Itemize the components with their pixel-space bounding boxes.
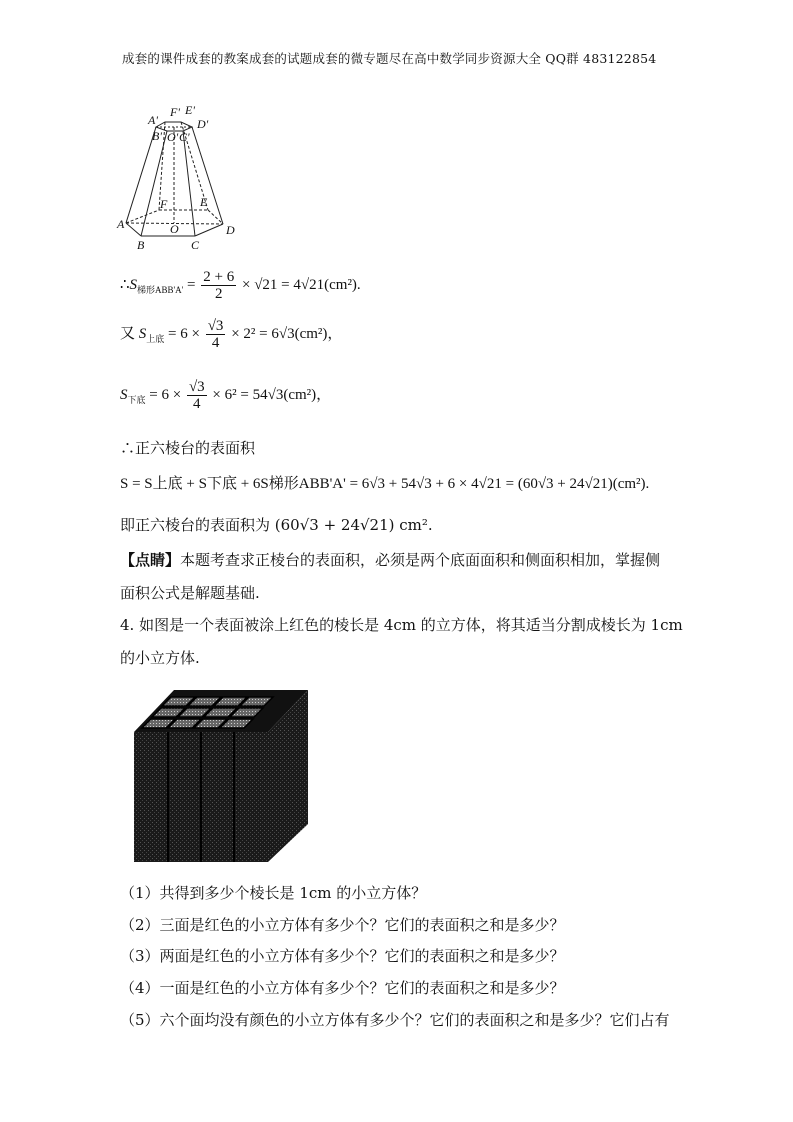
label-E: E — [200, 195, 208, 209]
label-B1: B' — [152, 129, 162, 143]
label-O: O — [170, 222, 179, 236]
surface-area-heading: ∴正六棱台的表面积 — [120, 439, 256, 457]
question-2: （2）三面是红色的小立方体有多少个？它们的表面积之和是多少？ — [120, 916, 565, 934]
label-D1: D' — [197, 117, 209, 131]
label-A1: A' — [148, 113, 158, 127]
hexagonal-frustum-figure — [115, 100, 255, 255]
equation-top-base-area: 又 $S_{上底} = 6$ × $\frac{√3}{4}$ × 2² = 6√3(cm²)， — [120, 318, 343, 351]
label-F1: F' — [170, 105, 180, 119]
label-C1: C' — [179, 130, 190, 144]
equation-lateral-area: $\therefore S_{梯形ABB'A'}$ = $\frac{2 + 6}{2}$ × √21 = 4√21(cm²). — [120, 269, 361, 302]
comment-tag: 【点睛】 — [120, 551, 181, 569]
problem-4-line-1: 4. 如图是一个表面被涂上红色的棱长是 4cm 的立方体，将其适当分割成棱长为 1cm — [120, 616, 683, 634]
question-5: （5）六个面均没有颜色的小立方体有多少个？它们的表面积之和是多少？它们占有 — [120, 1011, 670, 1029]
question-4: （4）一面是红色的小立方体有多少个？它们的表面积之和是多少？ — [120, 979, 565, 997]
label-C: C — [191, 238, 200, 252]
page-header: 成套的课件成套的教案成套的试题成套的微专题尽在高中数学同步资源大全 QQ群 483122854 — [122, 51, 657, 66]
question-1: （1）共得到多少个棱长是 1cm 的小立方体？ — [120, 884, 427, 902]
label-E1: E' — [185, 103, 195, 117]
painted-cube-figure — [128, 686, 312, 864]
equation-total-surface-area: S = S上底 + S下底 + 6S梯形ABB'A' = 6√3 + 54√3 + 6 × 4√21 = (60√3 + 24√21)(cm²). — [120, 476, 650, 492]
problem-4-line-2: 的小立方体. — [120, 649, 200, 667]
label-O1: O' — [167, 130, 179, 144]
result-statement: 即正六棱台的表面积为 (60√3 + 24√21) cm². — [120, 516, 433, 534]
label-A: A — [117, 217, 125, 231]
label-F: F — [160, 197, 168, 211]
label-B: B — [137, 238, 145, 252]
comment-line-2: 面积公式是解题基础. — [120, 584, 260, 602]
label-D: D — [226, 223, 235, 237]
question-3: （3）两面是红色的小立方体有多少个？它们的表面积之和是多少？ — [120, 947, 565, 965]
comment-line-1: 【点睛】本题考查求正棱台的表面积，必须是两个底面面积和侧面积相加，掌握侧 — [120, 551, 661, 569]
equation-bottom-base-area: $S_{下底} = 6$ × $\frac{√3}{4}$ × 6² = 54√3(cm²)， — [120, 379, 332, 412]
